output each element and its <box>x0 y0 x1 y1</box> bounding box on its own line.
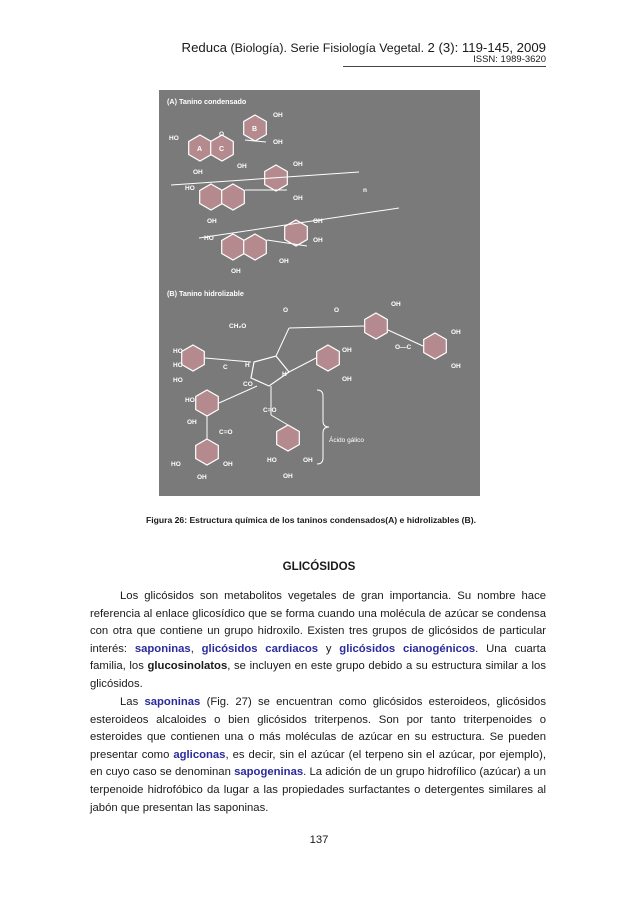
figure-caption: Figura 26: Estructura química de los taninos condensados(A) e hidrolizables (B). <box>146 515 476 525</box>
label-oh-9: OH <box>313 237 323 244</box>
para1-text-3: , se incluyen en este grupo debido a su estructura similar a los glicósidos. <box>90 660 546 690</box>
label-co: CO <box>243 381 253 388</box>
page-number: 137 <box>309 834 329 846</box>
label-oh-10: OH <box>231 268 241 275</box>
para1-sep-2: y <box>318 642 340 655</box>
galloyl-ring-4 <box>317 345 340 371</box>
para2-text-4: . La adición de un grupo hidrofílico (azúcar) a un terpenoide hidrofóbico da lugar a las propiedades surfactantes o detergentes similares al jabón que presentan las saponinas. <box>90 766 546 814</box>
label-c-o-2: C=O <box>263 407 277 414</box>
para2-text-3: , es decir, sin el azúcar (el terpeno sin el azúcar, por ejemplo), en cuyo caso se denominan <box>90 748 546 779</box>
label-acido-galico: Ácido gálico <box>329 437 365 444</box>
ring-c2 <box>222 184 245 210</box>
section-heading: GLICÓSIDOS <box>282 560 356 573</box>
label-oh-3: OH <box>193 169 203 176</box>
label-h-2: H <box>282 371 287 378</box>
para1-text-2: . Una cuarta familia, los <box>90 642 546 673</box>
label-c: C <box>223 364 228 371</box>
label-oh-14: OH <box>451 363 461 370</box>
label-oh-17: OH <box>187 419 197 426</box>
header-issn: ISSN: 1989-3620 <box>473 54 546 65</box>
label-oh-2: OH <box>273 139 283 146</box>
label-ho-8: HO <box>267 457 277 464</box>
paragraph-2 <box>90 694 546 817</box>
label-oh-6: OH <box>293 195 303 202</box>
label-oh-18: OH <box>303 457 313 464</box>
term-glucosinolatos: glucosinolatos <box>147 660 228 673</box>
label-hydrolyzable-tannin: (B) Tanino hidrolizable <box>167 289 244 298</box>
term-saponinas: saponinas <box>134 642 191 655</box>
ring-label-c: C <box>219 146 225 153</box>
label-ho-7: HO <box>185 397 195 404</box>
label-oh-5: OH <box>293 161 303 168</box>
label-h-1: H <box>245 362 250 369</box>
para2-text-2: (Fig. 27) se encuentran como glicósidos esteroideos, glicósidos esteroideos alcaloides o bien glicósidos triterpenos. Son por tanto triterpenoides o esteroides que contienen una o más moléculas de azúcar en su estructura. Se pueden presentar como <box>90 696 546 761</box>
header-citation <box>0 40 546 55</box>
label-o: O <box>219 131 225 138</box>
label-oh-8: OH <box>313 218 323 225</box>
galloyl-ring-6 <box>424 333 447 359</box>
label-ho-2: HO <box>185 185 195 192</box>
para1-text-1: Los glicósidos son metabolitos vegetales de gran importancia. Su nombre hace referencia al enlace glicosídico que se forma cuando una molécula de azúcar se condensa con otra que contiene un grupo hidroxilo. Existen tres grupos de glicósidos de particular interés: <box>90 590 546 655</box>
label-ho-4: HO <box>173 348 183 355</box>
para1-sep-1: , <box>190 642 202 655</box>
journal-volume: 2 (3): 119-145, 2009 <box>427 40 546 55</box>
label-oh-12: OH <box>391 301 401 308</box>
label-oh-13: OH <box>451 329 461 336</box>
term-agliconas: agliconas <box>173 748 226 761</box>
label-ch2o: CH₂O <box>229 323 247 330</box>
label-o-2: O <box>283 307 289 314</box>
term-sapogeninas: sapogeninas <box>234 766 304 779</box>
label-oh-16: OH <box>342 376 352 383</box>
ring-c3 <box>244 234 267 260</box>
header-rule <box>343 66 546 67</box>
galloyl-ring-7 <box>277 425 300 451</box>
term-glicosidos-cardiacos: glicósidos cardiacos <box>201 642 319 655</box>
label-oh-7: OH <box>207 218 217 225</box>
label-oh-20: OH <box>223 461 233 468</box>
para2-text-1: Las <box>120 696 145 708</box>
term-saponinas-2: saponinas <box>144 696 201 708</box>
ring-label-a: A <box>197 146 203 153</box>
galloyl-ring-5 <box>365 313 388 339</box>
label-condensed-tannin: (A) Tanino condensado <box>167 97 247 106</box>
ring-label-b: B <box>252 126 258 133</box>
ring-a3 <box>222 234 245 260</box>
tannin-structure-figure <box>159 90 480 496</box>
acido-galico-brace <box>317 390 329 464</box>
label-oh-1: OH <box>273 112 283 119</box>
label-ho-9: HO <box>171 461 181 468</box>
paragraph-1 <box>90 588 546 694</box>
galloyl-ring-1 <box>182 345 205 371</box>
label-ho-5: HO <box>173 362 183 369</box>
label-n: n <box>363 187 367 194</box>
term-glicosidos-cianogenicos: glicósidos cianogénicos <box>339 642 476 655</box>
tannin-structure-svg <box>159 90 480 496</box>
label-o-c: O—C <box>395 344 412 351</box>
label-oh-4: OH <box>237 163 247 170</box>
label-c-o-1: C=O <box>219 429 233 436</box>
label-oh-19: OH <box>283 473 293 480</box>
galloyl-ring-2 <box>196 390 219 416</box>
label-ho-3: HO <box>204 235 214 242</box>
label-oh-15: OH <box>342 347 352 354</box>
galloyl-ring-3 <box>196 439 219 465</box>
journal-name: Reduca <box>181 40 228 55</box>
journal-series: (Biología). Serie Fisiología Vegetal. <box>230 41 425 55</box>
label-ho-6: HO <box>173 377 183 384</box>
label-oh-11: OH <box>279 258 289 265</box>
ring-a2 <box>200 184 223 210</box>
label-ho-1: HO <box>169 135 179 142</box>
label-oh-21: OH <box>197 474 207 481</box>
label-o-3: O <box>334 307 340 314</box>
